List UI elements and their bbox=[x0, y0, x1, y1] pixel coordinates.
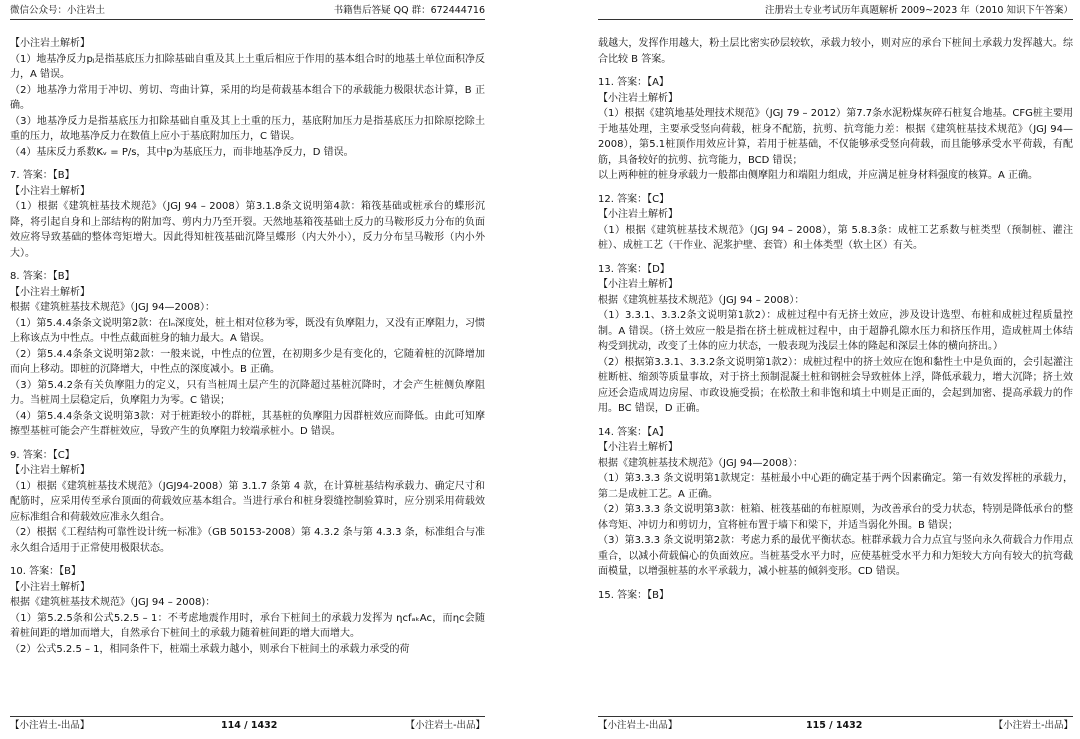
page-number: 115 / 1432 bbox=[806, 720, 863, 731]
left-page-body bbox=[10, 36, 485, 657]
paragraph: 根据《建筑桩基技术规范》（JGJ 94 – 2008）： bbox=[598, 294, 805, 306]
answer-heading: 11. 答案：【A】 bbox=[598, 77, 669, 88]
right-header bbox=[598, 3, 1073, 20]
left-page bbox=[10, 0, 485, 739]
paragraph: 【小注岩土解析】 bbox=[598, 442, 678, 453]
header-book-title: 注册岩土专业考试历年真题解析 2009~2023 年（2010 知识下午答案） bbox=[764, 5, 1073, 16]
paragraph: 根据《建筑桩基技术规范》（JGJ 94—2008）： bbox=[598, 457, 803, 469]
paragraph: （1）根据《建筑桩基技术规范》（JGJ 94 – 2008），第 5.8.3条：成桩工艺系数与桩类型（预制桩、灌注桩）、成桩工艺（干作业、泥浆护壁、套管）和土体类型（软土区）有关。 bbox=[598, 224, 1073, 251]
answer-heading: 15. 答案：【B】 bbox=[598, 589, 669, 601]
page-number: 114 / 1432 bbox=[221, 720, 278, 731]
footer-brand-right: 【小注岩土-出品】 bbox=[405, 720, 485, 731]
paragraph: （1）根据《建筑桩基技术规范》（JGJ 94 – 2008）第3.1.8条文说明第4款：箱筏基础或桩承台的蝶形沉降，将引起自身和上部结构的附加弯、剪内力乃至开裂。天然地基箱筏基础土反力的马鞍形反力分布的负面效应将导致基础的整体弯矩增大。因此得知桩筏基础沉降呈蝶形（内大外小），反力分布呈马鞍形（内小外大）。 bbox=[10, 201, 485, 259]
paragraph: （1）地基净反力pⱼ是指基底压力扣除基础自重及其上土重后相应于作用的基本组合时的地基土单位面积净反力，A 错误。 bbox=[10, 53, 485, 80]
paragraph: 【小注岩土解析】 bbox=[10, 38, 90, 49]
paragraph: （1）根据《建筑地基处理技术规范》（JGJ 79 – 2012）第7.7条水泥粉煤灰碎石桩复合地基。CFG桩主要用于地基处理，主要承受竖向荷载，桩身不配筋，抗剪、抗弯能力差：根据《建筑桩基技术规范》（JGJ 94—2008），第5.1桩顶作用效应计算，若用于桩基础，不仅能够承受竖向荷载，而且能够承受水平荷载，有配筋，具备较好的抗剪、抗弯能力，BCD 错误； bbox=[598, 108, 1073, 166]
paragraph: （2）公式5.2.5 – 1，相同条件下，桩端土承载力越小，则承台下桩间土的承载力承受的荷 bbox=[10, 643, 410, 655]
paragraph: （4）第5.4.4条条文说明第3款：对于桩距较小的群桩，其基桩的负摩阻力因群桩效应而降低。由此可知摩擦型基桩可能会产生群桩效应，导致产生的负摩阻力较端承桩小。D 错误。 bbox=[10, 410, 485, 437]
paragraph: （4）基床反力系数Kᵥ = P/s，其中p为基底压力，而非地基净反力，D 错误。 bbox=[10, 146, 354, 158]
paragraph: 根据《建筑桩基技术规范》（JGJ 94—2008）： bbox=[10, 302, 215, 313]
paragraph: 【小注岩土解析】 bbox=[10, 286, 90, 298]
paragraph: 以上两种桩的桩身承载力一般都由侧摩阻力和端阻力组成，并应满足桩身材料强度的核算。A 正确。 bbox=[598, 170, 1039, 181]
paragraph: （2）第3.3.3 条文说明第3款：桩箱、桩筏基础的布桩原则，为改善承台的受力状态，特别是降低承台的整体弯矩、冲切力和剪切力，宜将桩布置于墙下和梁下，并适当弱化外围。B 错误； bbox=[598, 504, 1073, 531]
paragraph: （3）地基净反力是指基底压力扣除基础自重及其上土重的压力，基底附加压力是指基底压力扣除原挖除土重的压力，故地基净反力在数值上应小于基底附加压力，C 错误。 bbox=[10, 115, 485, 142]
paragraph: （2）根据第3.3.1、3.3.2条文说明第1款2）：成桩过程中的挤土效应在饱和黏性土中是负面的，会引起灌注桩断桩、缩颈等质量事故，对于挤土预制混凝土桩和钢桩会导致桩体上浮，降低承载力，增大沉降；挤土效应还会造成周边房屋、市政设施受损；在松散土和非饱和填土中则是正面的，会起到加密、提高承载力的作用。BC 错误，D 正确。 bbox=[598, 356, 1073, 414]
paragraph: 【小注岩土解析】 bbox=[10, 185, 90, 197]
answer-heading: 13. 答案：【D】 bbox=[598, 263, 670, 275]
paragraph: 【小注岩土解析】 bbox=[598, 279, 678, 290]
paragraph: （2）根据《工程结构可靠性设计统一标准》（GB 50153-2008）第 4.3.2 条与第 4.3.3 条，标准组合与准永久组合适用于正常使用极限状态。 bbox=[10, 527, 485, 554]
paragraph: （1）第3.3.3 条文说明第1款规定：基桩最小中心距的确定基于两个因素确定。第一有效发挥桩的承载力，第二是成桩工艺。A 正确。 bbox=[598, 473, 1073, 500]
paragraph: （3）第3.3.3 条文说明第2款：考虑力系的最优平衡状态。桩群承载力合力点宜与竖向永久荷载合力作用点重合，以减小荷载偏心的负面效应。当桩基受水平力时，应使基桩受水平力和力矩较大方向有较大的抗弯截面模量，以增强桩基的水平承载力，减小桩基的倾斜变形。CD 错误。 bbox=[598, 535, 1073, 577]
left-header bbox=[10, 3, 485, 20]
paragraph: 【小注岩土解析】 bbox=[10, 581, 90, 593]
paragraph: （2）第5.4.4条条文说明第2款：一般来说，中性点的位置，在初期多少是有变化的，它随着桩的沉降增加而向上移动。即桩的沉降增大，中性点的深度减小。B 正确。 bbox=[10, 348, 485, 375]
answer-heading: 9. 答案：【C】 bbox=[10, 449, 75, 461]
answer-heading: 14. 答案：【A】 bbox=[598, 426, 669, 438]
right-footer bbox=[598, 716, 1073, 733]
answer-heading: 10. 答案：【B】 bbox=[10, 566, 81, 577]
header-wechat-account: 微信公众号：小注岩土 bbox=[10, 5, 106, 16]
paragraph: 根据《建筑桩基技术规范》（JGJ 94 – 2008)： bbox=[10, 597, 216, 608]
footer-brand-left: 【小注岩土-出品】 bbox=[598, 720, 678, 731]
paragraph: 【小注岩土解析】 bbox=[598, 92, 678, 104]
paragraph: 载越大，发挥作用越大，粉土层比密实砂层较软，承载力较小，则对应的承台下桩间土承载力发挥越大。综合比较 B 答案。 bbox=[598, 38, 1073, 65]
footer-brand-right: 【小注岩土-出品】 bbox=[993, 720, 1073, 731]
paragraph: （1）根据《建筑桩基技术规范》（JGJ94-2008）第 3.1.7 条第 4 款，在计算桩基结构承载力、确定尺寸和配筋时，应采用传至承台顶面的荷载效应基本组合。当进行承台和桩身裂缝控制验算时，应分别采用荷载效应标准组合和荷载效应准永久组合。 bbox=[10, 480, 485, 523]
header-qq-group: 书籍售后答疑 QQ 群：672444716 bbox=[333, 5, 485, 16]
answer-heading: 8. 答案：【B】 bbox=[10, 271, 75, 282]
paragraph: （1）3.3.1、3.3.2条文说明第1款2）：成桩过程中有无挤土效应，涉及设计选型、布桩和成桩过程质量控制。A 错误。（挤土效应一般是指在挤土桩成桩过程中，由于超静孔隙水压力和挤压作用，造成桩周土体结构受到扰动，改变了土体的应力状态，一般表现为浅层土体的隆起和深层土体的横向挤出。） bbox=[598, 310, 1073, 352]
answer-heading: 7. 答案：【B】 bbox=[10, 170, 75, 181]
footer-brand-left: 【小注岩土-出品】 bbox=[10, 720, 90, 731]
right-page-body bbox=[598, 36, 1073, 603]
answer-heading: 12. 答案：【C】 bbox=[598, 193, 670, 205]
right-page bbox=[598, 0, 1073, 739]
paragraph: （1）第5.4.4条条文说明第2款：在lₙ深度处，桩土相对位移为零，既没有负摩阻力，又没有正摩阻力，习惯上称该点为中性点。中性点截面桩身的轴力最大。A 错误。 bbox=[10, 317, 485, 344]
left-footer bbox=[10, 716, 485, 733]
paragraph: （2）地基净力常用于冲切、剪切、弯曲计算，采用的均是荷载基本组合下的承载能力极限状态计算，B 正确。 bbox=[10, 84, 485, 111]
paragraph: （1）第5.2.5条和公式5.2.5 – 1：不考虑地震作用时，承台下桩间土的承载力发挥为 ηᴄfₐₖAᴄ，而ηᴄ会随着桩间距的增加而增大，自然承台下桩间土的承载力随着桩间距的增大而增大。 bbox=[10, 612, 485, 639]
paragraph: （3）第5.4.2条有关负摩阻力的定义，只有当桩周土层产生的沉降超过基桩沉降时，才会产生桩侧负摩阻力。当桩周土层稳定后，负摩阻力为零。C 错误； bbox=[10, 379, 485, 406]
paragraph: 【小注岩土解析】 bbox=[598, 209, 678, 220]
paragraph: 【小注岩土解析】 bbox=[10, 465, 90, 476]
